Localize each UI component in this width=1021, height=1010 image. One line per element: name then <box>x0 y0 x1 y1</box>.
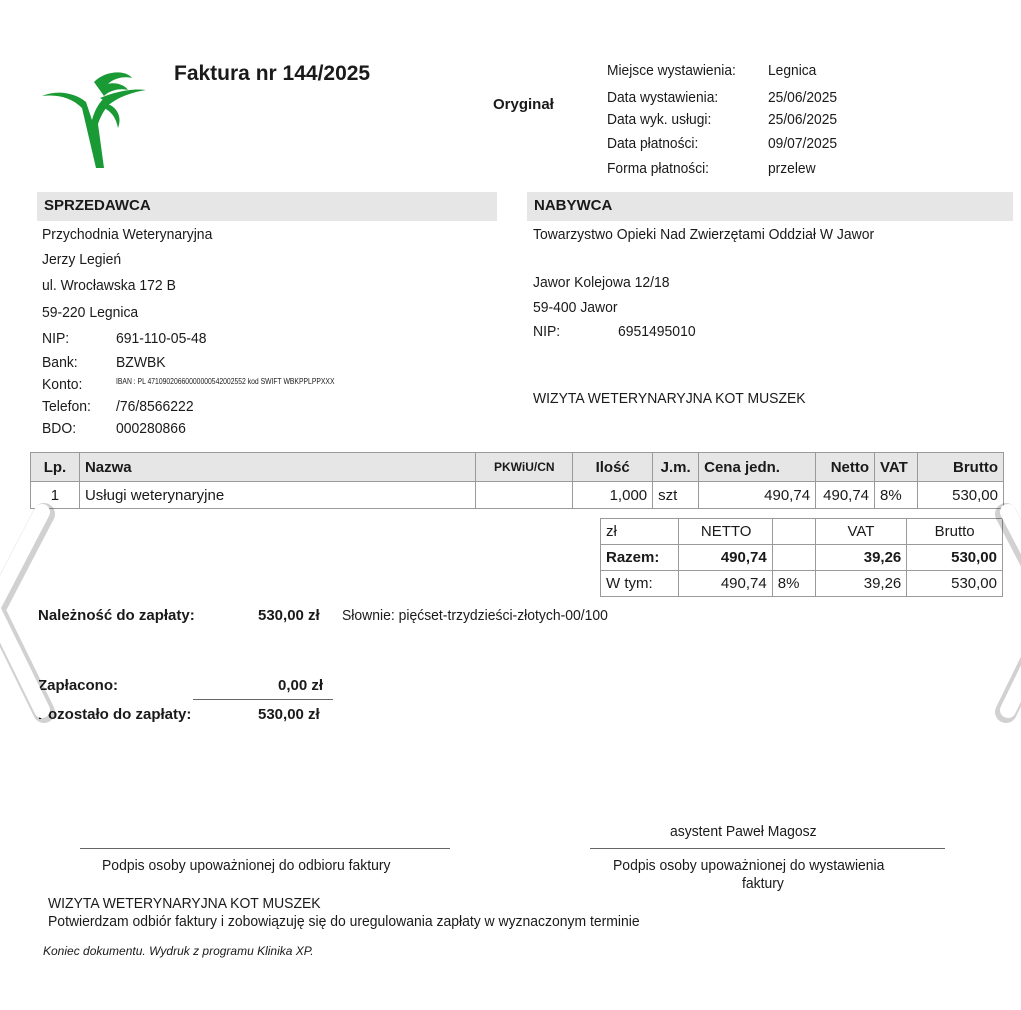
sum-total-label: Razem: <box>601 545 679 571</box>
seller-bdo: 000280866 <box>116 420 186 437</box>
sum-incl-net: 490,74 <box>678 571 772 597</box>
buyer-heading: NABYWCA <box>527 192 1013 221</box>
cell-lp: 1 <box>31 482 80 509</box>
due-label: Należność do zapłaty: <box>38 607 195 624</box>
buyer-nip-label: NIP: <box>533 323 561 340</box>
col-header-qty: Ilość <box>573 453 653 482</box>
clinic-logo <box>38 68 150 172</box>
seller-bank: BZWBK <box>116 354 166 371</box>
seller-nip-label: NIP: <box>42 330 70 347</box>
receiver-signature-line <box>80 848 450 849</box>
seller-phone: /76/8566222 <box>116 398 194 415</box>
cell-vat: 8% <box>875 482 918 509</box>
copy-label: Oryginał <box>493 96 554 113</box>
seller-bdo-label: BDO: <box>42 420 77 437</box>
seller-nip: 691-110-05-48 <box>116 330 207 347</box>
col-header-unit: J.m. <box>653 453 699 482</box>
meta-label-place: Miejsce wystawienia: <box>607 62 736 79</box>
remaining-label: Pozostało do zapłaty: <box>38 706 192 723</box>
seller-phone-label: Telefon: <box>42 398 91 415</box>
meta-label-service-date: Data wyk. usługi: <box>607 111 712 128</box>
col-header-vat: VAT <box>875 453 918 482</box>
seller-city: 59-220 Legnica <box>42 304 139 321</box>
seller-owner: Jerzy Legień <box>42 251 122 268</box>
sum-total-gross: 530,00 <box>907 545 1003 571</box>
summary-table <box>600 518 1003 597</box>
summary-total-row <box>601 545 1003 571</box>
footer-note: WIZYTA WETERYNARYJNA KOT MUSZEK <box>48 895 321 912</box>
paid-divider <box>193 699 333 700</box>
seller-account: IBAN : PL 47109020660000000542002552 kod SWIFT WBKPPLPPXXX <box>116 377 335 386</box>
seller-bank-label: Bank: <box>42 354 78 371</box>
invoice-title: Faktura nr 144/2025 <box>174 62 371 85</box>
cell-unit: szt <box>653 482 699 509</box>
remaining-value: 530,00 zł <box>258 706 320 723</box>
meta-label-issue-date: Data wystawienia: <box>607 89 719 106</box>
col-header-lp: Lp. <box>31 453 80 482</box>
items-table <box>30 452 1004 509</box>
receiver-signature-caption: Podpis osoby upoważnionej do odbioru faktury <box>102 857 391 874</box>
sum-total-rate <box>772 545 815 571</box>
paid-label: Zapłacono: <box>38 677 119 694</box>
cell-name: Usługi weterynaryjne <box>79 482 475 509</box>
sum-head-vat: VAT <box>815 519 907 545</box>
cell-gross: 530,00 <box>918 482 1004 509</box>
seller-heading: SPRZEDAWCA <box>37 192 497 221</box>
col-header-pkwiu: PKWiU/CN <box>476 453 573 482</box>
buyer-street: Jawor Kolejowa 12/18 <box>533 274 670 291</box>
col-header-net: Netto <box>816 453 875 482</box>
col-header-name: Nazwa <box>79 453 475 482</box>
summary-header-row <box>601 519 1003 545</box>
buyer-note: WIZYTA WETERYNARYJNA KOT MUSZEK <box>533 390 806 407</box>
meta-value-service-date: 25/06/2025 <box>768 111 838 128</box>
cell-pkwiu <box>476 482 573 509</box>
meta-value-place: Legnica <box>768 62 817 79</box>
cell-qty: 1,000 <box>573 482 653 509</box>
cell-unit-price: 490,74 <box>699 482 816 509</box>
meta-label-payment-method: Forma płatności: <box>607 160 710 177</box>
sum-head-currency: zł <box>601 519 679 545</box>
sum-incl-label: W tym: <box>601 571 679 597</box>
meta-value-payment-method: przelew <box>768 160 816 177</box>
previous-chevron-icon[interactable] <box>0 500 60 730</box>
sum-total-net: 490,74 <box>678 545 772 571</box>
meta-value-payment-date: 09/07/2025 <box>768 135 838 152</box>
meta-label-payment-date: Data płatności: <box>607 135 699 152</box>
issuer-signature-caption: Podpis osoby upoważnionej do wystawienia <box>613 857 885 874</box>
paid-value: 0,00 zł <box>278 677 324 694</box>
amount-in-words: Słownie: pięćset-trzydzieści-złotych-00/100 <box>342 607 608 624</box>
sum-incl-gross: 530,00 <box>907 571 1003 597</box>
cell-net: 490,74 <box>816 482 875 509</box>
sum-head-net: NETTO <box>678 519 772 545</box>
issuer-signature-line <box>590 848 945 849</box>
col-header-unit-price: Cena jedn. <box>699 453 816 482</box>
table-row <box>31 482 1004 509</box>
sum-head-rate <box>772 519 815 545</box>
next-chevron-icon[interactable] <box>990 500 1021 730</box>
summary-incl-row <box>601 571 1003 597</box>
items-header-row <box>31 453 1004 482</box>
seller-name: Przychodnia Weterynaryjna <box>42 226 213 243</box>
col-header-gross: Brutto <box>918 453 1004 482</box>
due-value: 530,00 zł <box>258 607 320 624</box>
sum-head-gross: Brutto <box>907 519 1003 545</box>
meta-value-issue-date: 25/06/2025 <box>768 89 838 106</box>
seller-account-label: Konto: <box>42 376 83 393</box>
issuer-name: asystent Paweł Magosz <box>670 823 817 840</box>
sum-incl-vat: 39,26 <box>815 571 907 597</box>
buyer-nip: 6951495010 <box>618 323 696 340</box>
buyer-city: 59-400 Jawor <box>533 299 618 316</box>
seller-street: ul. Wrocławska 172 B <box>42 277 176 294</box>
document-end-note: Koniec dokumentu. Wydruk z programu Klinika XP. <box>43 944 314 958</box>
footer-confirmation: Potwierdzam odbiór faktury i zobowiązuję się do uregulowania zapłaty w wyznaczonym terminie <box>48 913 640 930</box>
issuer-signature-caption-2: faktury <box>742 875 784 892</box>
buyer-name: Towarzystwo Opieki Nad Zwierzętami Oddział W Jawor <box>533 226 875 243</box>
sum-incl-rate: 8% <box>772 571 815 597</box>
sum-total-vat: 39,26 <box>815 545 907 571</box>
